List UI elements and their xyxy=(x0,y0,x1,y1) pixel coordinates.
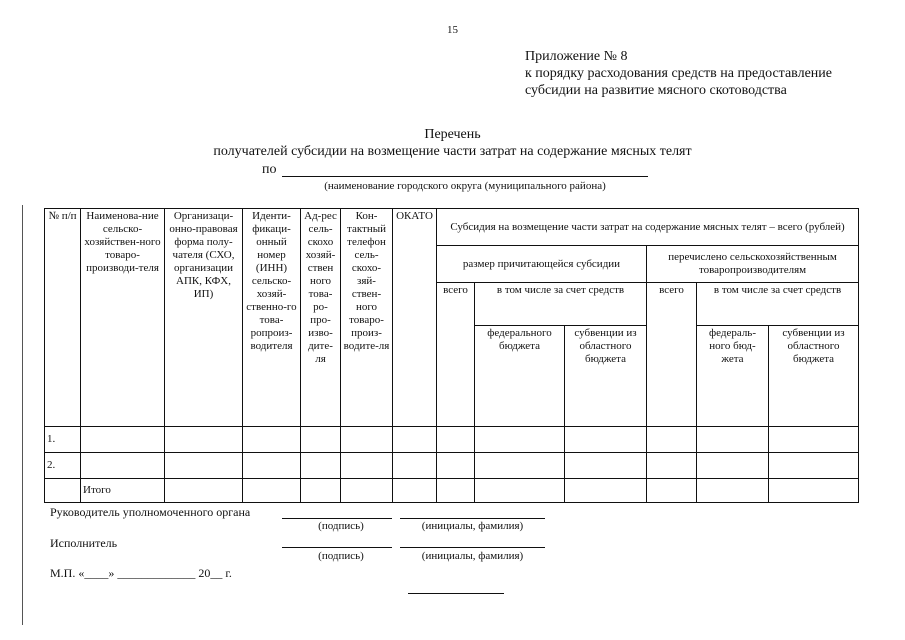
header-producer-name: Наименова-ние сельско-хозяйствен-ного товаро-производи-теля xyxy=(81,209,165,427)
bottom-line xyxy=(408,593,504,594)
table-cell[interactable] xyxy=(243,453,301,479)
table-cell xyxy=(45,479,81,503)
appendix-header xyxy=(525,48,832,99)
table-cell[interactable] xyxy=(301,427,341,453)
header-due-sources: в том числе за счет средств xyxy=(475,283,647,326)
header-due-total: всего xyxy=(437,283,475,427)
table-cell[interactable] xyxy=(393,479,437,503)
executor-signature-line[interactable] xyxy=(282,547,392,548)
table-cell[interactable] xyxy=(165,453,243,479)
table-cell[interactable] xyxy=(341,453,393,479)
table-row xyxy=(45,427,859,453)
po-label: по xyxy=(262,162,277,177)
table-cell[interactable] xyxy=(243,479,301,503)
table-cell[interactable] xyxy=(769,479,859,503)
table-cell[interactable] xyxy=(565,453,647,479)
executor-name-caption: (инициалы, фамилия) xyxy=(421,550,524,562)
header-subsidy: Субсидия на возмещение части затрат на содержание мясных телят – всего (рублей) xyxy=(437,209,859,246)
header-due-federal: федерального бюджета xyxy=(475,326,565,427)
table-cell[interactable] xyxy=(647,427,697,453)
head-label: Руководитель уполномоченного органа xyxy=(50,505,251,519)
header-org-form: Организаци-онно-правовая форма полу-чателя (СХО, организации АПК, КФХ, ИП) xyxy=(165,209,243,427)
head-signature-caption: (подпись) xyxy=(318,520,364,532)
header-due-regional: субвенции из областного бюджета xyxy=(565,326,647,427)
district-name-line xyxy=(282,176,648,177)
table-cell[interactable] xyxy=(165,479,243,503)
table-cell[interactable] xyxy=(697,479,769,503)
page-number: 15 xyxy=(447,24,458,36)
header-transferred-regional: субвенции из областного бюджета xyxy=(769,326,859,427)
appendix-line-2: к порядку расходования средств на предоставление xyxy=(525,66,833,81)
table-cell[interactable] xyxy=(341,427,393,453)
stamp-date-line: М.П. «____» _____________ 20__ г. xyxy=(50,566,232,580)
appendix-line-1: Приложение № 8 xyxy=(525,49,628,64)
table-cell[interactable] xyxy=(437,453,475,479)
table-cell[interactable] xyxy=(301,479,341,503)
head-signature-line[interactable] xyxy=(282,518,392,519)
recipients-table xyxy=(44,208,859,503)
executor-name-line[interactable] xyxy=(400,547,545,548)
table-cell[interactable] xyxy=(475,427,565,453)
row-number: 2. xyxy=(45,453,81,479)
table-cell[interactable] xyxy=(393,427,437,453)
table-cell[interactable] xyxy=(393,453,437,479)
table-cell[interactable] xyxy=(565,427,647,453)
header-due-subsidy: размер причитающейся субсидии xyxy=(437,246,647,283)
table-cell[interactable] xyxy=(341,479,393,503)
table-cell[interactable] xyxy=(301,453,341,479)
head-name-caption: (инициалы, фамилия) xyxy=(421,520,524,532)
table-cell[interactable] xyxy=(647,453,697,479)
total-row xyxy=(45,479,859,503)
table-cell[interactable] xyxy=(647,479,697,503)
executor-signature-caption: (подпись) xyxy=(318,550,364,562)
title-line-1: Перечень xyxy=(424,127,481,142)
table-cell[interactable] xyxy=(437,479,475,503)
table-cell[interactable] xyxy=(565,479,647,503)
header-okato: ОКАТО xyxy=(393,209,437,427)
table-cell[interactable] xyxy=(81,453,165,479)
table-cell[interactable] xyxy=(697,427,769,453)
table-cell[interactable] xyxy=(475,453,565,479)
table-cell[interactable] xyxy=(769,453,859,479)
table-cell[interactable] xyxy=(437,427,475,453)
header-transferred-sources: в том числе за счет средств xyxy=(697,283,859,326)
table-cell[interactable] xyxy=(243,427,301,453)
executor-label: Исполнитель xyxy=(50,536,118,550)
header-number: № п/п xyxy=(45,209,81,427)
total-label: Итого xyxy=(81,479,165,503)
margin-line xyxy=(22,205,23,625)
table-cell[interactable] xyxy=(81,427,165,453)
table-cell[interactable] xyxy=(475,479,565,503)
district-name-caption: (наименование городского округа (муниципального района) xyxy=(324,180,606,192)
header-inn: Иденти-фикаци-онный номер (ИНН) сельско-хозяй-ственно-го това-ропроиз-водителя xyxy=(243,209,301,427)
header-transferred-total: всего xyxy=(647,283,697,427)
table-cell[interactable] xyxy=(697,453,769,479)
table-cell[interactable] xyxy=(769,427,859,453)
table-row xyxy=(45,453,859,479)
header-transferred-federal: федераль-ного бюд-жета xyxy=(697,326,769,427)
document-title xyxy=(0,126,905,160)
appendix-line-3: субсидии на развитие мясного скотоводства xyxy=(525,83,787,98)
header-phone: Кон-тактный телефон сель-скохо-зяй-ствен-ного товаро-произ-водите-ля xyxy=(341,209,393,427)
header-transferred: перечислено сельскохозяйственным товаропроизводителям xyxy=(647,246,859,283)
header-address: Ад-рес сель-скохо хозяй-ствен ного това-ро-про-изво-дите-ля xyxy=(301,209,341,427)
table-cell[interactable] xyxy=(165,427,243,453)
title-line-2: получателей субсидии на возмещение части затрат на содержание мясных телят xyxy=(213,144,692,159)
row-number: 1. xyxy=(45,427,81,453)
head-name-line[interactable] xyxy=(400,518,545,519)
